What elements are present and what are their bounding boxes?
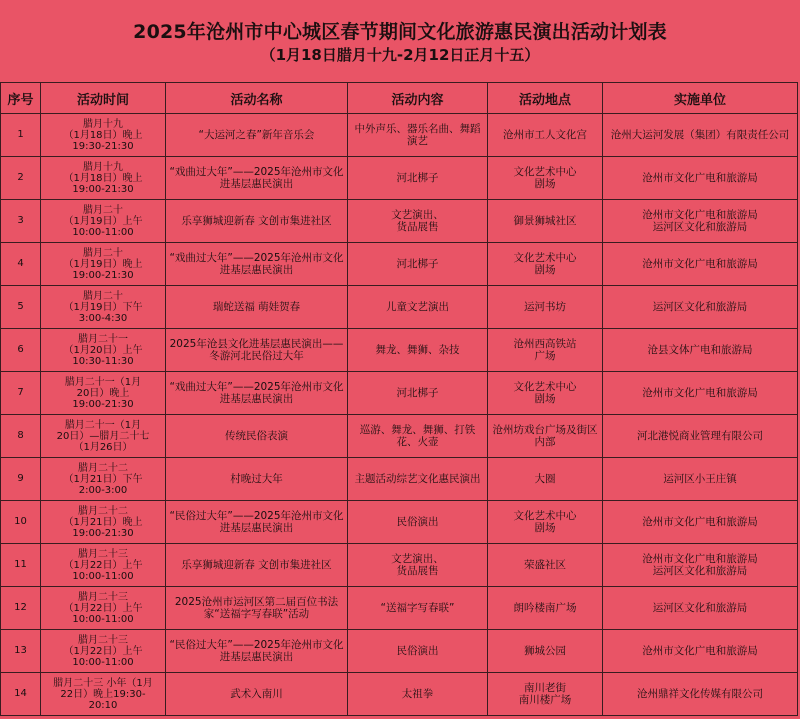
document-header <box>0 0 800 82</box>
cell-content: 太祖拳 <box>348 673 488 716</box>
cell-no: 10 <box>1 501 41 544</box>
table-body <box>1 114 798 716</box>
cell-place: 沧州市工人文化宫 <box>488 114 603 157</box>
header-org: 实施单位 <box>603 83 798 114</box>
cell-time: 腊月二十三 （1月22日）上午 10:00-11:00 <box>41 587 166 630</box>
table-row <box>1 372 798 415</box>
cell-org: 沧州市文化广电和旅游局 <box>603 157 798 200</box>
table-row <box>1 329 798 372</box>
cell-name: “大运河之春”新年音乐会 <box>166 114 348 157</box>
cell-time: 腊月二十二 （1月21日）下午 2:00-3:00 <box>41 458 166 501</box>
cell-content: 民俗演出 <box>348 501 488 544</box>
cell-no: 7 <box>1 372 41 415</box>
cell-org: 沧州市文化广电和旅游局 运河区文化和旅游局 <box>603 544 798 587</box>
cell-place: 沧州坊戏台广场及街区内部 <box>488 415 603 458</box>
cell-content: 河北梆子 <box>348 157 488 200</box>
cell-content: 中外声乐、器乐名曲、舞蹈演艺 <box>348 114 488 157</box>
cell-no: 4 <box>1 243 41 286</box>
cell-time: 腊月十九 （1月18日）晚上 19:00-21:30 <box>41 157 166 200</box>
cell-place: 文化艺术中心 剧场 <box>488 157 603 200</box>
cell-time: 腊月二十三 （1月22日）上午 10:00-11:00 <box>41 630 166 673</box>
table-header-row <box>1 83 798 114</box>
cell-no: 12 <box>1 587 41 630</box>
table-row <box>1 415 798 458</box>
cell-org: 沧州市文化广电和旅游局 <box>603 372 798 415</box>
cell-org: 沧州市文化广电和旅游局 运河区文化和旅游局 <box>603 200 798 243</box>
cell-time: 腊月二十一（1月 20日）—腊月二十七 （1月26日） <box>41 415 166 458</box>
cell-org: 运河区文化和旅游局 <box>603 587 798 630</box>
header-place: 活动地点 <box>488 83 603 114</box>
cell-org: 沧州市文化广电和旅游局 <box>603 501 798 544</box>
cell-name: 乐享狮城迎新春 文创市集进社区 <box>166 544 348 587</box>
cell-org: 运河区小王庄镇 <box>603 458 798 501</box>
cell-no: 14 <box>1 673 41 716</box>
table-row <box>1 458 798 501</box>
cell-no: 13 <box>1 630 41 673</box>
cell-content: “送福字写春联” <box>348 587 488 630</box>
cell-name: “民俗过大年”——2025年沧州市文化进基层惠民演出 <box>166 630 348 673</box>
cell-org: 沧州市文化广电和旅游局 <box>603 243 798 286</box>
cell-content: 文艺演出、 货品展售 <box>348 544 488 587</box>
cell-time: 腊月十九 （1月18日）晚上 19:30-21:30 <box>41 114 166 157</box>
header-no: 序号 <box>1 83 41 114</box>
cell-name: 2025沧州市运河区第二届百位书法家“送福字写春联”活动 <box>166 587 348 630</box>
cell-no: 8 <box>1 415 41 458</box>
cell-name: 传统民俗表演 <box>166 415 348 458</box>
cell-place: 朗吟楼南广场 <box>488 587 603 630</box>
table-row <box>1 114 798 157</box>
table-row <box>1 630 798 673</box>
cell-no: 6 <box>1 329 41 372</box>
cell-place: 大圈 <box>488 458 603 501</box>
table-row <box>1 673 798 716</box>
cell-place: 文化艺术中心 剧场 <box>488 372 603 415</box>
cell-no: 9 <box>1 458 41 501</box>
cell-place: 文化艺术中心 剧场 <box>488 501 603 544</box>
cell-place: 御景狮城社区 <box>488 200 603 243</box>
header-content: 活动内容 <box>348 83 488 114</box>
cell-place: 运河书坊 <box>488 286 603 329</box>
cell-org: 沧县文体广电和旅游局 <box>603 329 798 372</box>
cell-content: 河北梆子 <box>348 243 488 286</box>
cell-content: 巡游、舞龙、舞狮、打铁花、火壶 <box>348 415 488 458</box>
cell-time: 腊月二十一 （1月20日）上午 10:30-11:30 <box>41 329 166 372</box>
page-title: 2025年沧州市中心城区春节期间文化旅游惠民演出活动计划表 <box>133 21 667 43</box>
cell-org: 沧州市文化广电和旅游局 <box>603 630 798 673</box>
cell-no: 11 <box>1 544 41 587</box>
table-row <box>1 157 798 200</box>
table-row <box>1 544 798 587</box>
cell-place: 狮城公园 <box>488 630 603 673</box>
cell-time: 腊月二十三 （1月22日）上午 10:00-11:00 <box>41 544 166 587</box>
cell-place: 文化艺术中心 剧场 <box>488 243 603 286</box>
cell-org: 河北港悦商业管理有限公司 <box>603 415 798 458</box>
table-row <box>1 587 798 630</box>
cell-name: “戏曲过大年”——2025年沧州市文化进基层惠民演出 <box>166 157 348 200</box>
cell-place: 沧州西高铁站 广场 <box>488 329 603 372</box>
cell-name: 瑞蛇送福 萌娃贺春 <box>166 286 348 329</box>
cell-no: 2 <box>1 157 41 200</box>
cell-time: 腊月二十二 （1月21日）晚上 19:00-21:30 <box>41 501 166 544</box>
table-row <box>1 286 798 329</box>
cell-time: 腊月二十一（1月 20日）晚上 19:00-21:30 <box>41 372 166 415</box>
cell-time: 腊月二十三 小年（1月 22日）晚上19:30- 20:10 <box>41 673 166 716</box>
cell-time: 腊月二十 （1月19日）下午 3:00-4:30 <box>41 286 166 329</box>
cell-name: 武术入南川 <box>166 673 348 716</box>
cell-no: 5 <box>1 286 41 329</box>
cell-content: 舞龙、舞狮、杂技 <box>348 329 488 372</box>
table-row <box>1 501 798 544</box>
page-subtitle: （1月18日腊月十九-2月12日正月十五） <box>260 46 540 64</box>
cell-no: 1 <box>1 114 41 157</box>
cell-name: “戏曲过大年”——2025年沧州市文化进基层惠民演出 <box>166 372 348 415</box>
cell-org: 沧州大运河发展（集团）有限责任公司 <box>603 114 798 157</box>
cell-name: 乐享狮城迎新春 文创市集进社区 <box>166 200 348 243</box>
cell-time: 腊月二十 （1月19日）晚上 19:00-21:30 <box>41 243 166 286</box>
cell-no: 3 <box>1 200 41 243</box>
cell-content: 文艺演出、 货品展售 <box>348 200 488 243</box>
cell-name: “戏曲过大年”——2025年沧州市文化进基层惠民演出 <box>166 243 348 286</box>
cell-content: 儿童文艺演出 <box>348 286 488 329</box>
cell-name: 2025年沧县文化进基层惠民演出——冬游河北民俗过大年 <box>166 329 348 372</box>
cell-time: 腊月二十 （1月19日）上午 10:00-11:00 <box>41 200 166 243</box>
cell-content: 河北梆子 <box>348 372 488 415</box>
cell-content: 民俗演出 <box>348 630 488 673</box>
cell-org: 运河区文化和旅游局 <box>603 286 798 329</box>
cell-content: 主题活动综艺文化惠民演出 <box>348 458 488 501</box>
cell-org: 沧州鼎祥文化传媒有限公司 <box>603 673 798 716</box>
cell-place: 南川老街 南川楼广场 <box>488 673 603 716</box>
schedule-table <box>0 82 798 716</box>
table-row <box>1 243 798 286</box>
table-row <box>1 200 798 243</box>
header-name: 活动名称 <box>166 83 348 114</box>
header-time: 活动时间 <box>41 83 166 114</box>
cell-place: 荣盛社区 <box>488 544 603 587</box>
cell-name: “民俗过大年”——2025年沧州市文化进基层惠民演出 <box>166 501 348 544</box>
cell-name: 村晚过大年 <box>166 458 348 501</box>
